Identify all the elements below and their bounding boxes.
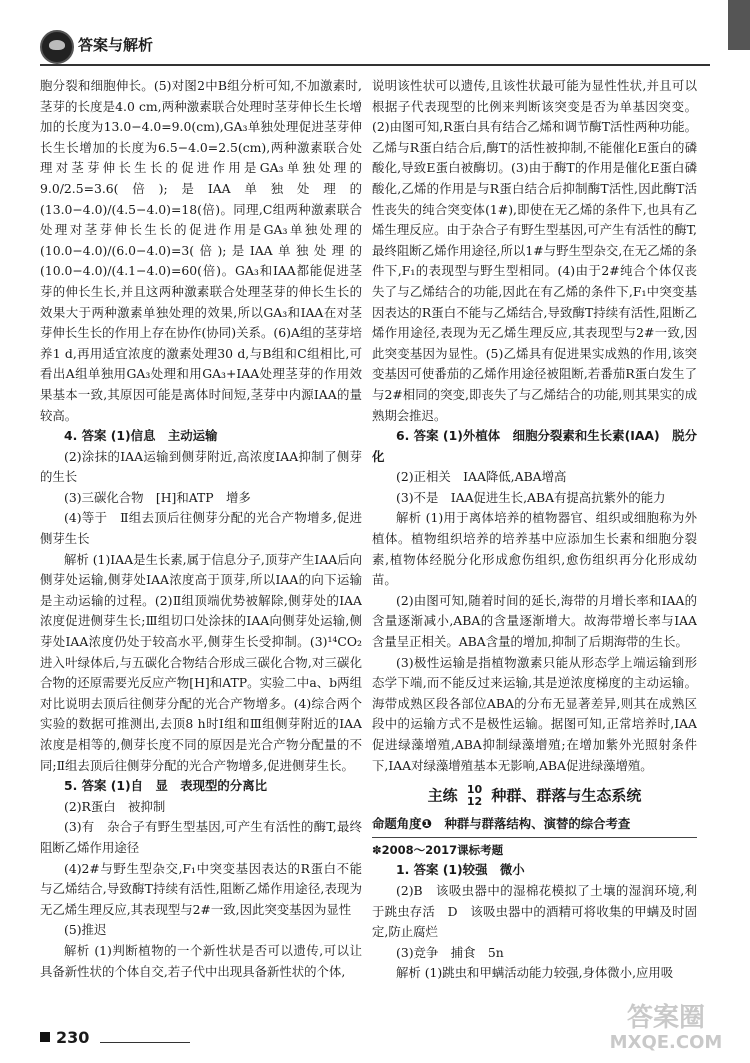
watermark-logo	[596, 1003, 736, 1057]
paragraph: (2)R蛋白 被抑制	[64, 798, 166, 814]
paragraph: (3)三碳化合物 [H]和ATP 增多	[64, 489, 251, 505]
section-title: 种群、群落与生态系统	[491, 786, 642, 805]
left-column	[40, 76, 362, 1021]
page-header	[0, 30, 750, 64]
header-title: 答案与解析	[78, 36, 154, 54]
paragraph: (4)等于 Ⅱ组去顶后往侧芽分配的光合产物增多,促进侧芽生长	[40, 510, 362, 547]
paragraph: (2)由图可知,随着时间的延长,海带的月增长率和IAA的含量逐渐减小,ABA的含量逐渐增大。故海带增长率与IAA含量呈正相关。ABA含量的增加,抑制了后期海带的生长。	[372, 592, 697, 650]
section-number	[467, 784, 482, 808]
paragraph: 胞分裂和细胞伸长。(5)对图2中B组分析可知,不加激素时,茎芽的长度是4.0 cm,两种激素联合处理时茎芽伸长生长增加的长度为13.0−4.0=9.0(cm),GA₃单独处理促进茎芽伸长生长增加的长度为6.5−4.0=2.5(cm),两种激素联合处理对茎芽伸长生长的促进作用是GA₃单独处理的9.0/2.5=3.6(倍);是IAA单独处理的(13.0−4.0)/(4.5−4.0)=18(倍)。同理,C组两种激素联合处理对茎芽伸长生长的促进作用是GA₃单独处理的(10.0−4.0)/(6.0−4.0)=3(倍);是IAA单独处理的(10.0−4.0)/(4.1−4.0)=60(倍)。GA₃和IAA都能促进茎芽的伸长生长,并且这两种激素联合处理茎芽的伸长生长的效果大于两种激素单独处理的效果,所以GA₃和IAA在对茎芽伸长生长的作用上存在协作(协同)关系。(6)A组的茎芽培养1 d,再用适宜浓度的激素处理30 d,与B组和C组相比,可看出A组单独用GA₃处理和用GA₃+IAA处理茎芽的作用效果基本一致,其原因可能是离体时间短,茎芽中内源IAA的量较高。	[40, 78, 362, 423]
analysis-paragraph: 解析 (1)判断植物的一个新性状是否可以遗传,可以让具备新性状的个体自交,若子代中出现具备新性状的个体,	[40, 942, 362, 979]
analysis-paragraph: 解析 (1)IAA是生长素,属于信息分子,顶芽产生IAA后向侧芽处运输,侧芽处IAA浓度高于顶芽,所以IAA的向下运输是主动运输的过程。(2)Ⅱ组顶端优势被解除,侧芽处的IAA浓度促进侧芽生长;Ⅲ组切口处涂抹的IAA向侧芽处运输,侧芽处IAA浓度仍处于较高水平,侧芽生长受抑制。(3)¹⁴CO₂进入叶绿体后,与五碳化合物结合形成三碳化合物,对三碳化合物的还原需要光反应产物[H]和ATP。实验二中a、b两组对比说明去顶后往侧芽分配的光合产物增多。(4)综合两个实验的数据可推测出,去顶8 h时Ⅰ组和Ⅲ组侧芽附近的IAA浓度是相等的,侧芽长度不同的原因是光合产物分配量的不同;Ⅱ组去顶后往侧芽分配的光合产物增多,促进侧芽生长。	[40, 551, 362, 773]
section-heading	[372, 784, 697, 808]
analysis-paragraph: 解析 (1)跳虫和甲螨活动能力较强,身体微小,应用吸	[396, 965, 674, 981]
answer-heading: 4. 答案 (1)信息 主动运输	[64, 428, 218, 444]
paragraph: (5)推迟	[64, 922, 107, 938]
answer-heading: 1. 答案 (1)较强 微小	[396, 862, 525, 878]
header-rule	[40, 64, 710, 66]
section-den: 12	[466, 795, 483, 809]
paragraph: (3)极性运输是指植物激素只能从形态学上端运输到形态学下端,而不能反过来运输,其是逆浓度梯度的主动运输。海带成熟区段各部位ABA的分布无显著差异,则其在成熟区段中的运输方式不是极性运输。据图可知,正常培养时,IAA促进绿藻增殖,ABA抑制绿藻增殖;在增加紫外光照射条件下,IAA对绿藻增殖基本无影响,ABA促进绿藻增殖。	[372, 654, 697, 773]
section-num: 10	[466, 783, 483, 797]
topic-angle-heading: 命题角度❶ 种群与群落结构、演替的综合考查	[372, 814, 697, 838]
exam-subheading: ✽2008～2017课标考题	[372, 842, 504, 857]
watermark-bottom: MXQE.COM	[609, 1032, 723, 1053]
analysis-paragraph: 解析 (1)用于离体培养的植物器官、组织或细胞称为外植体。植物组织培养的培养基中应添加生长素和细胞分裂素,植物体经脱分化形成愈伤组织,愈伤组织再分化形成幼苗。	[372, 510, 697, 588]
paragraph: (2)B 该吸虫器中的湿棉花模拟了土壤的湿润环境,利于跳虫存活 D 该吸虫器中的酒精可将收集的甲螨及时固定,防止腐烂	[372, 882, 697, 940]
paragraph: (4)2#与野生型杂交,F₁中突变基因表达的R蛋白不能与乙烯结合,导致酶T持续有活性,阻断乙烯作用途径,表现为无乙烯生理反应,其表现型与2#一致,因此突变基因为显性	[40, 860, 362, 917]
paragraph: (3)不是 IAA促进生长,ABA有提高抗紫外的能力	[396, 489, 666, 505]
paragraph: 说明该性状可以遗传,且该性状最可能为显性性状,并且可以根据子代表现型的比例来判断该突变是否为单基因突变。(2)由图可知,R蛋白具有结合乙烯和调节酶T活性两种功能。乙烯与R蛋白结合后,酶T的活性被抑制,不能催化E蛋白的磷酸化,导致E蛋白被酶切。(3)由于酶T的作用是催化E蛋白磷酸化,乙烯的作用是与R蛋白结合后抑制酶T活性,因此酶T活性丧失的纯合突变体(1#),即使在无乙烯的条件下,也具有乙烯生理反应。由于杂合子有野生型基因,可产生有活性的酶T,最终阻断乙烯作用途径,所以1#与野生型杂交,在无乙烯的条件下,F₁的表现型与野生型相同。(4)由于2#纯合个体仅丧失了与乙烯结合的功能,因此在有乙烯的条件下,F₁中突变基因表达的R蛋白不能与乙烯结合,导致酶T持续有活性,阻断乙烯作用途径,表现为无乙烯生理反应,其表现型与2#一致,因此突变基因为显性。(5)乙烯具有促进果实成熟的作用,该突变基因可使番茄的乙烯作用途径被阻断,若番茄R蛋白发生了与2#相同的突变,即丧失了与乙烯结合的功能,则其果实的成熟期会推迟。	[372, 78, 697, 423]
answer-heading: 6. 答案 (1)外植体 细胞分裂素和生长素(IAA) 脱分化	[372, 428, 697, 464]
footer-rule	[100, 1042, 190, 1043]
paragraph: (3)有 杂合子有野生型基因,可产生有活性的酶T,最终阻断乙烯作用途径	[40, 819, 362, 855]
square-bullet-icon	[40, 1032, 50, 1042]
right-column	[372, 76, 697, 1021]
page-number: 230	[56, 1028, 90, 1047]
paragraph: (2)涂抹的IAA运输到侧芽附近,高浓度IAA抑制了侧芽的生长	[40, 448, 362, 485]
paragraph: (2)正相关 IAA降低,ABA增高	[396, 469, 567, 485]
page-edge-tab	[728, 0, 750, 50]
paragraph: (3)竞争 捕食 5n	[396, 944, 504, 960]
answer-heading: 5. 答案 (1)自 显 表现型的分离比	[64, 778, 267, 794]
watermark-top: 答案圈	[626, 1003, 705, 1033]
book-logo-icon	[40, 30, 74, 64]
page-footer	[40, 1028, 89, 1052]
section-prefix: 主练	[427, 786, 458, 805]
